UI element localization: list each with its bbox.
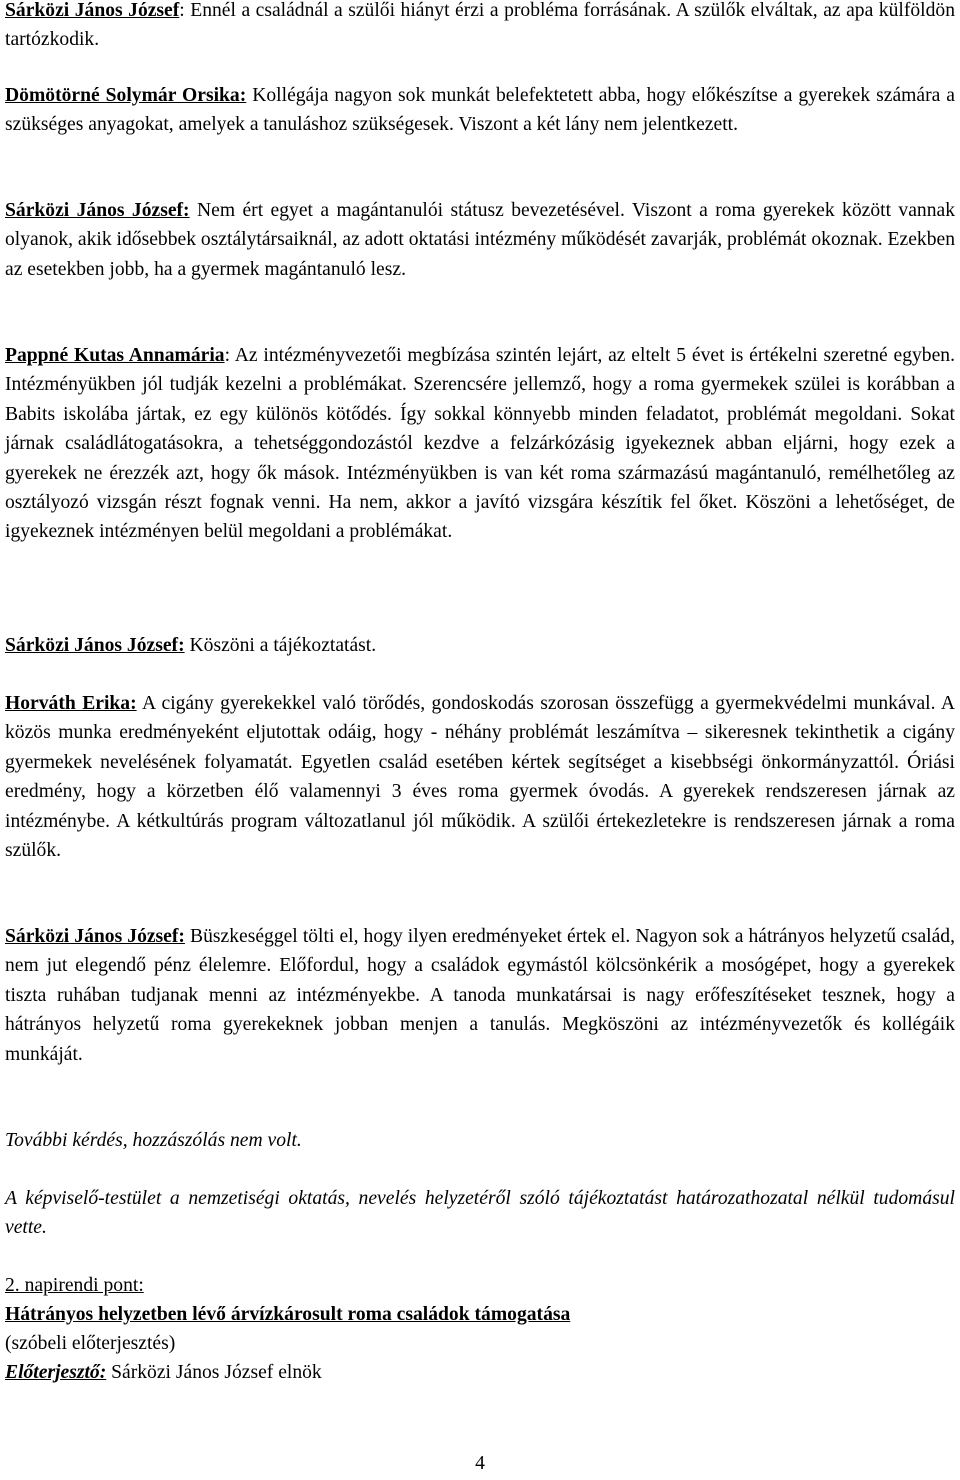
paragraph-text: Köszöni a tájékoztatást. — [189, 635, 377, 656]
paragraph-text: Az intézményvezetői megbízása szintén lejárt, az eltelt 5 évet is értékelni szeretné egyben. Intézményükben jól tudják kezelni a problémákat. Szerencsére jellemző, hogy a roma gyermekek szülei is korábban a Babits iskolába jártak, ez egy különös kötődés. Így sokkal könnyebb minden feladatot, problémát megoldani. Sokat járnak családlátogatásokra, a tehetséggondozástól kezdve a felzárkózásig igyekeznek abban eljárni, hogy ezek a gyerekek ne érezzék azt, hogy ők mások. Intézményükben is van két roma származású magántanuló, remélhetőleg az osztályozó vizsgán részt fognak venni. Ha nem, akkor a javító vizsgára készítik fel őket. Köszöni a lehetőséget, de igyekeznek intézményen belül megoldani a problémákat. — [5, 345, 955, 543]
paragraph-text: A cigány gyerekekkel való törődés, gondoskodás szorosan összefügg a gyermekvédelmi munkával. A közös munka eredményeként eljutottak odáig, hogy - néhány problémát leszámítva – sikeresnek tekinthetik a cigány gyermekek nevelésének folyamatát. Egyetlen család esetében kértek segítséget a kisebbségi önkormányzattól. Óriási eredmény, hogy a körzetben élő valamennyi 3 éves roma gyermek óvodás. A gyerekek rendszeresen járnak az intézménybe. A kétkultúrás program változatlanul jól működik. A szülői értekezletekre is rendszeresen járnak a roma szülők. — [5, 693, 955, 862]
paragraph-6 — [5, 689, 955, 865]
speaker-name: Pappné Kutas Annamária — [5, 345, 225, 366]
paragraph-4: Pappné Kutas Annamária: Az intézményvezetői megbízása szintén lejárt, az eltelt 5 évet is értékelni szeretné egyben. Intézményükben jól tudják kezelni a problémákat. Szerencsére jellemző, hogy a roma gyermekek szülei is korábban a Babits iskolába jártak, ez egy különös kötődés. Így sokkal könnyebb minden feladatot, problémát megoldani. Sokat járnak családlátogatásokra, a tehetséggondozástól kezdve a felzárkózásig igyekeznek abban eljárni, hogy ezek a gyerekek ne érezzék azt, hogy ők mások. Intézményükben is van két roma származású magántanuló, remélhetőleg az osztályozó vizsgán részt fognak venni. Ha nem, akkor a javító vizsgára készítik fel őket. Köszöni a lehetőséget, de igyekeznek intézményen belül megoldani a problémákat. — [5, 345, 955, 543]
presenter-name: Sárközi János József elnök — [111, 1362, 322, 1383]
no-more-questions-note: További kérdés, hozzászólás nem volt. — [5, 1130, 302, 1151]
page-number: 4 — [475, 1453, 485, 1474]
paragraph-5 — [5, 631, 955, 660]
speaker-name: Dömötörné Solymár Orsika: — [5, 85, 247, 106]
speaker-name: Sárközi János József — [5, 0, 180, 21]
agenda-item-note: (szóbeli előterjesztés) — [5, 1333, 176, 1354]
paragraph-text: Büszkeséggel tölti el, hogy ilyen eredményeket értek el. Nagyon sok a hátrányos helyzetű család, nem jut elegendő pénz élelemre. Előfordul, hogy a családok egymástól kölcsönkérik a mosógépet, hogy a gyerekek tiszta ruhában tudjanak menni az intézményekbe. A tanoda munkatársai is nagy erőfeszítéseket tesznek, hogy a hátrányos helyzetű roma gyerekeknek jobban menjen a tanulás. Megköszöni az intézményvezetők és kollégáik munkáját. — [5, 926, 955, 1065]
paragraph-3 — [5, 196, 955, 284]
speaker-name: Sárközi János József: — [5, 200, 190, 221]
decision-note: A képviselő-testület a nemzetiségi oktatás, nevelés helyzetéről szóló tájékoztatást határozathozatal nélkül tudomásul vette. — [5, 1188, 955, 1239]
speaker-name: Horváth Erika: — [5, 693, 137, 714]
paragraph-text: Ennél a családnál a szülői hiányt érzi a probléma forrásának. A szülők elváltak, az apa külföldön tartózkodik. — [5, 0, 955, 51]
speaker-name: Sárközi János József: — [5, 635, 185, 656]
agenda-item-label: 2. napirendi pont: — [5, 1275, 144, 1296]
paragraph-1: Sárközi János József: Ennél a családnál a szülői hiányt érzi a probléma forrásának. A szülők elváltak, az apa külföldön tartózkodik. — [5, 0, 955, 51]
paragraph-text: Kollégája nagyon sok munkát belefektetett abba, hogy előkészítse a gyerekek számára a szükséges anyagokat, amelyek a tanuláshoz szükségesek. Viszont a két lány nem jelentkezett. — [5, 85, 955, 136]
presenter-line — [5, 1358, 955, 1387]
paragraph-text: Nem ért egyet a magántanulói státusz bevezetésével. Viszont a roma gyerekek között vannak olyanok, akik idősebbek osztálytársaiknál, az adott oktatási intézmény működését zavarják, problémát okoznak. Ezekben az esetekben jobb, ha a gyermek magántanuló lesz. — [5, 200, 955, 280]
agenda-item-title: Hátrányos helyzetben lévő árvízkárosult roma családok támogatása — [5, 1304, 571, 1325]
paragraph-2 — [5, 81, 955, 140]
speaker-name: Sárközi János József: — [5, 926, 185, 947]
presenter-label: Előterjesztő: — [5, 1362, 107, 1383]
paragraph-7 — [5, 922, 955, 1069]
